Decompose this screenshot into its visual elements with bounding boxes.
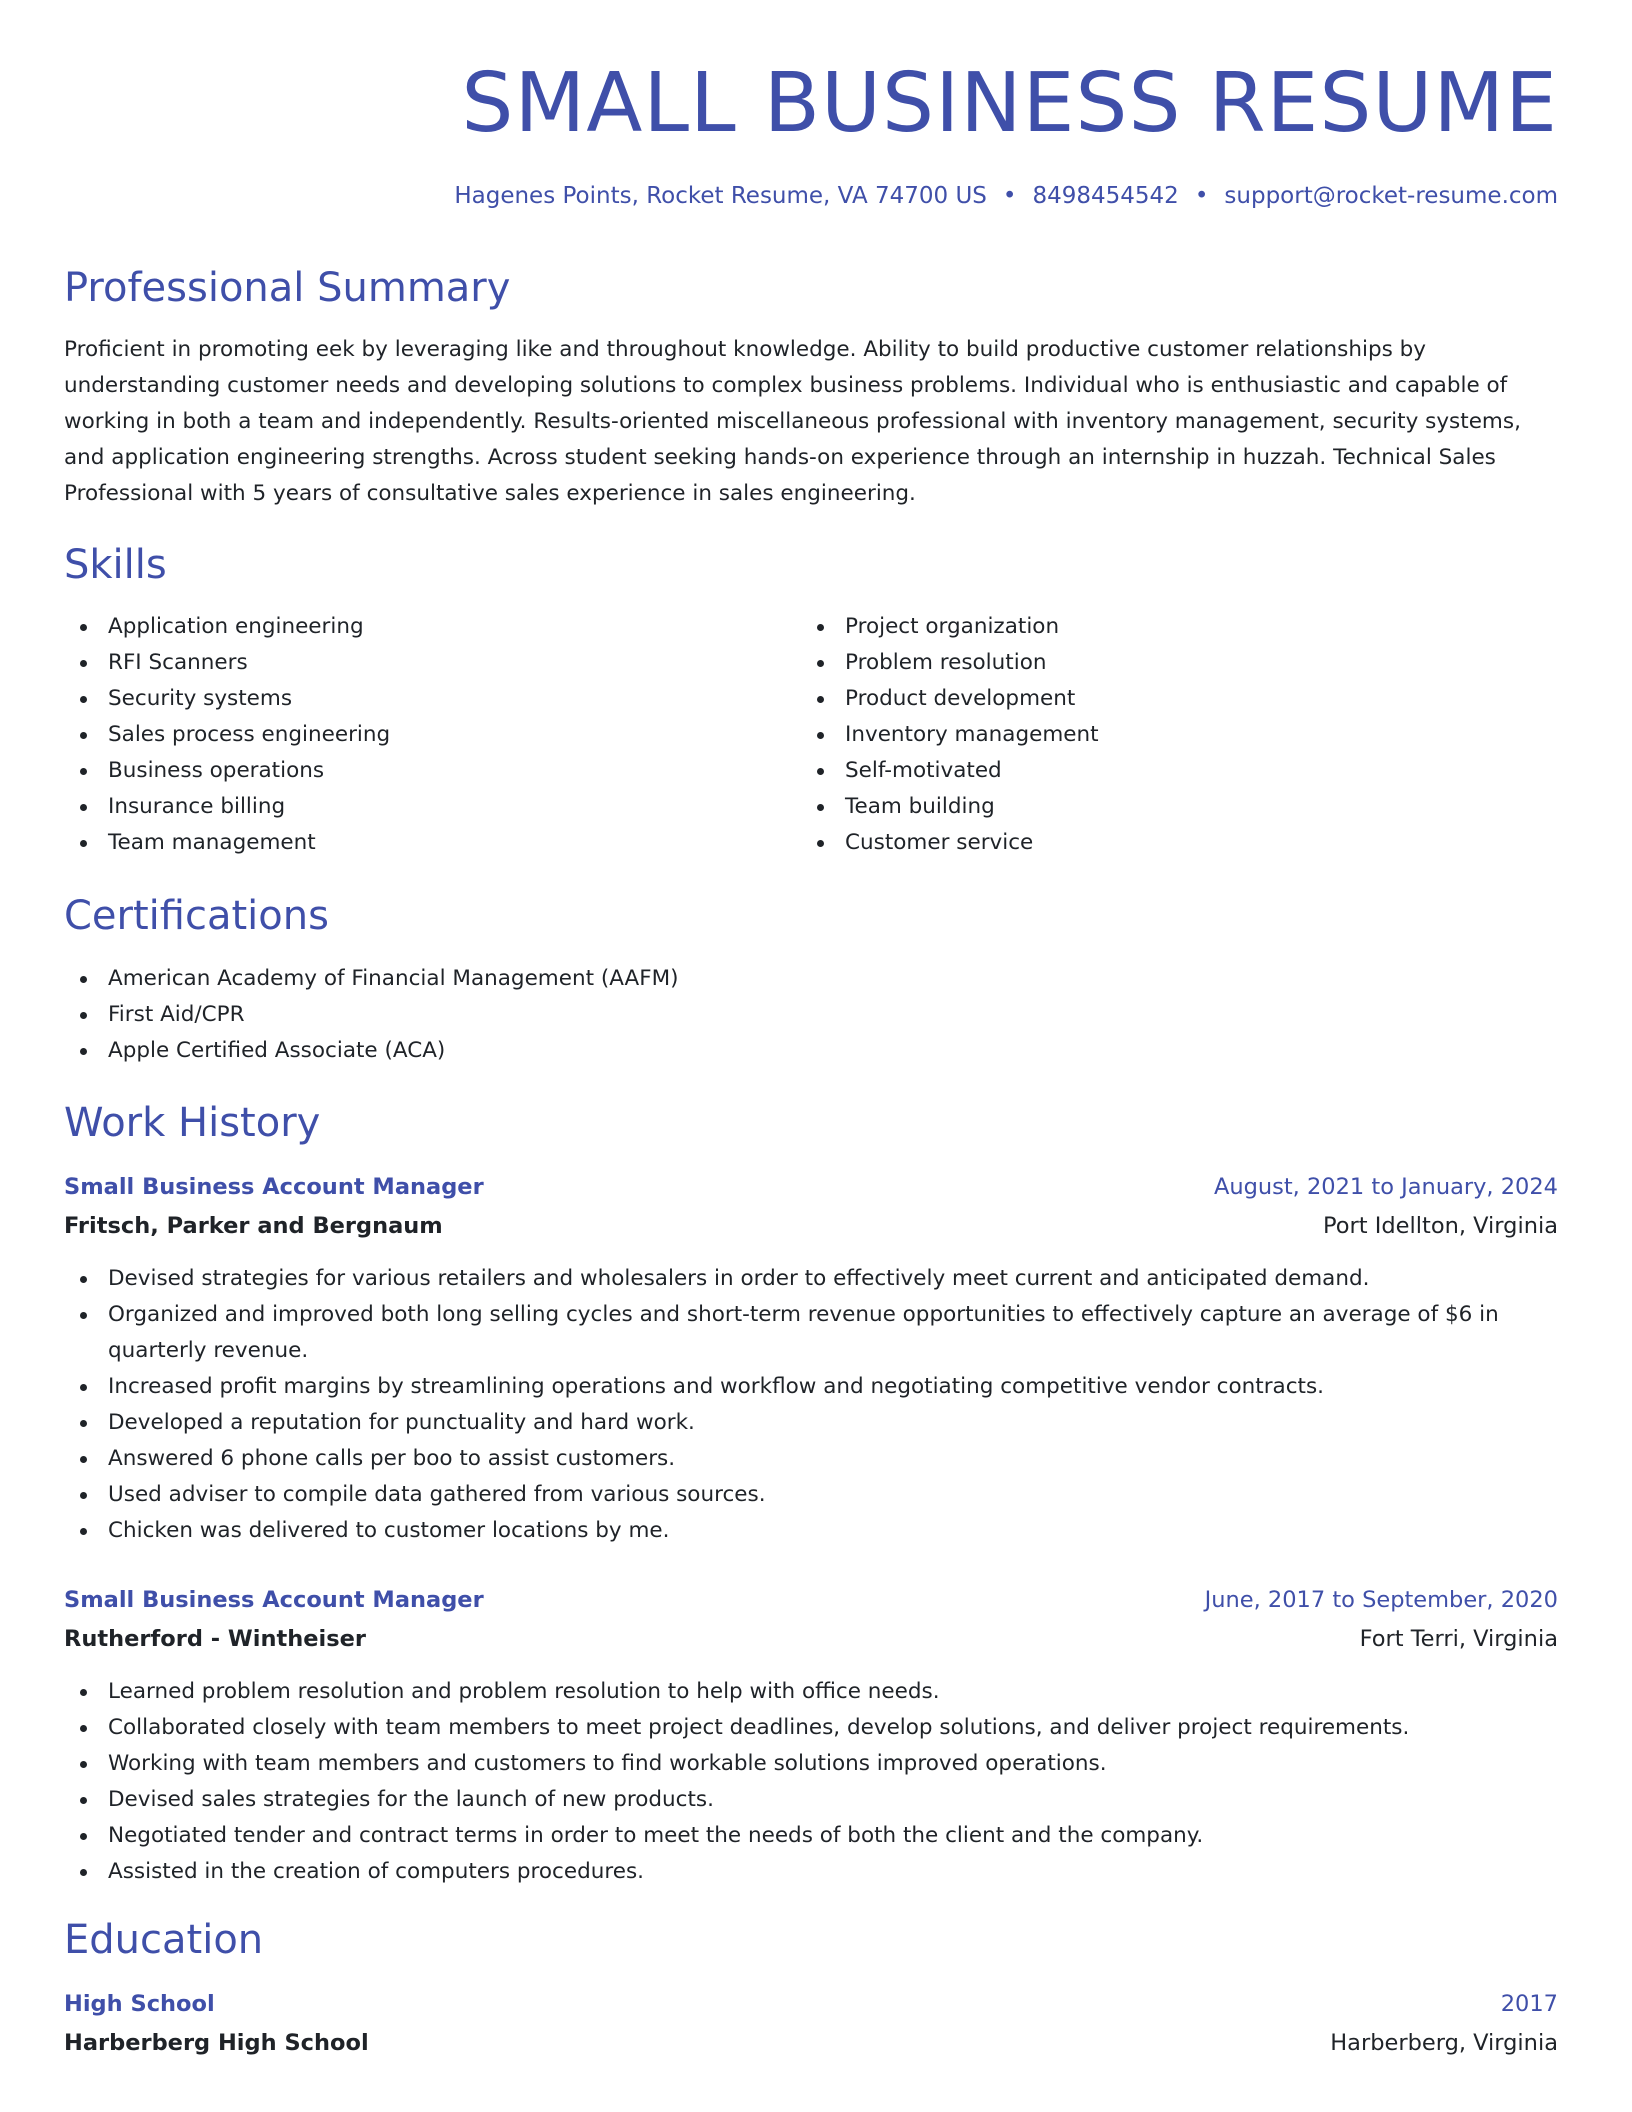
skills-list-left bbox=[64, 609, 764, 861]
job-bullet: Used adviser to compile data gathered from various sources. bbox=[64, 1477, 1558, 1513]
education-year: 2017 bbox=[1500, 1991, 1558, 2017]
resume-page bbox=[64, 0, 1558, 2112]
skill-item: Business operations bbox=[64, 753, 764, 789]
education-school-row bbox=[64, 2025, 1558, 2061]
contact-separator: • bbox=[1002, 183, 1017, 209]
certifications-heading: Certifications bbox=[64, 893, 329, 939]
skill-item: Insurance billing bbox=[64, 789, 764, 825]
job-bullets bbox=[64, 1261, 1558, 1549]
job-company: Rutherford - Wintheiser bbox=[64, 1626, 366, 1652]
education-location: Harberberg, Virginia bbox=[1330, 2030, 1558, 2056]
skill-item: Self-motivated bbox=[801, 753, 1501, 789]
job-bullet: Chicken was delivered to customer locations by me. bbox=[64, 1513, 1558, 1549]
summary-text: Proficient in promoting eek by leveraging like and throughout knowledge. Ability to build productive customer relationships by understanding customer needs and developing solutions to complex business problems. Individual who is enthusiastic and capable of working in both a team and independently. Results-oriented miscellaneous professional with inventory management, security systems, and application engineering strengths. Across student seeking hands-on experience through an internship in huzzah. Technical Sales Professional with 5 years of consultative sales experience in sales engineering. bbox=[64, 337, 1521, 506]
job-company-row bbox=[64, 1208, 1558, 1244]
job-dates: June, 2017 to September, 2020 bbox=[1204, 1587, 1558, 1613]
contact-address: Hagenes Points, Rocket Resume, VA 74700 US bbox=[454, 183, 987, 209]
job-bullet: Developed a reputation for punctuality and hard work. bbox=[64, 1405, 1558, 1441]
job-company: Fritsch, Parker and Bergnaum bbox=[64, 1213, 443, 1239]
job-location: Fort Terri, Virginia bbox=[1359, 1626, 1558, 1652]
skill-item: Inventory management bbox=[801, 717, 1501, 753]
contact-phone: 8498454542 bbox=[1032, 183, 1179, 209]
skills-heading: Skills bbox=[64, 542, 167, 588]
skill-item: Product development bbox=[801, 681, 1501, 717]
job-bullet: Working with team members and customers to find workable solutions improved operations. bbox=[64, 1746, 1558, 1782]
resume-title: SMALL BUSINESS RESUME bbox=[461, 56, 1558, 151]
skill-item: Project organization bbox=[801, 609, 1501, 645]
skills-list-right bbox=[801, 609, 1501, 861]
job-bullet: Collaborated closely with team members to meet project deadlines, develop solutions, and deliver project requirements. bbox=[64, 1710, 1558, 1746]
job-bullet: Increased profit margins by streamlining operations and workflow and negotiating competitive vendor contracts. bbox=[64, 1369, 1558, 1405]
job-location: Port Idellton, Virginia bbox=[1322, 1213, 1558, 1239]
job-bullet: Negotiated tender and contract terms in order to meet the needs of both the client and the company. bbox=[64, 1818, 1558, 1854]
job-title: Small Business Account Manager bbox=[64, 1587, 484, 1613]
job-dates: August, 2021 to January, 2024 bbox=[1213, 1174, 1558, 1200]
skill-item: Sales process engineering bbox=[64, 717, 764, 753]
skill-item: RFI Scanners bbox=[64, 645, 764, 681]
job-bullet: Devised strategies for various retailers and wholesalers in order to effectively meet current and anticipated demand. bbox=[64, 1261, 1558, 1297]
contact-line bbox=[454, 180, 1558, 212]
education-header bbox=[64, 1986, 1558, 2022]
skill-item: Customer service bbox=[801, 825, 1501, 861]
job-bullet: Devised sales strategies for the launch of new products. bbox=[64, 1782, 1558, 1818]
certification-item: First Aid/CPR bbox=[64, 997, 1558, 1033]
skill-item: Security systems bbox=[64, 681, 764, 717]
job-company-row bbox=[64, 1621, 1558, 1657]
certification-item: American Academy of Financial Management (AAFM) bbox=[64, 961, 1558, 997]
job-bullet: Organized and improved both long selling cycles and short-term revenue opportunities to effectively capture an average of $6 in quarterly revenue. bbox=[64, 1297, 1558, 1369]
certifications-list bbox=[64, 961, 1558, 1069]
education-degree: High School bbox=[64, 1991, 215, 2017]
skill-item: Team management bbox=[64, 825, 764, 861]
work-history-heading: Work History bbox=[64, 1100, 321, 1146]
job-bullets bbox=[64, 1674, 1558, 1890]
skill-item: Application engineering bbox=[64, 609, 764, 645]
job-bullet: Assisted in the creation of computers procedures. bbox=[64, 1854, 1558, 1890]
skill-item: Team building bbox=[801, 789, 1501, 825]
job-bullet: Answered 6 phone calls per boo to assist customers. bbox=[64, 1441, 1558, 1477]
skill-item: Problem resolution bbox=[801, 645, 1501, 681]
certification-item: Apple Certified Associate (ACA) bbox=[64, 1033, 1558, 1069]
contact-separator: • bbox=[1194, 183, 1209, 209]
contact-email[interactable]: support@rocket-resume.com bbox=[1224, 183, 1558, 209]
job-bullet: Learned problem resolution and problem resolution to help with office needs. bbox=[64, 1674, 1558, 1710]
job-header bbox=[64, 1169, 1558, 1205]
job-header bbox=[64, 1582, 1558, 1618]
job-title: Small Business Account Manager bbox=[64, 1174, 484, 1200]
education-school: Harberberg High School bbox=[64, 2030, 369, 2056]
summary-heading: Professional Summary bbox=[64, 265, 511, 311]
education-heading: Education bbox=[64, 1917, 264, 1963]
